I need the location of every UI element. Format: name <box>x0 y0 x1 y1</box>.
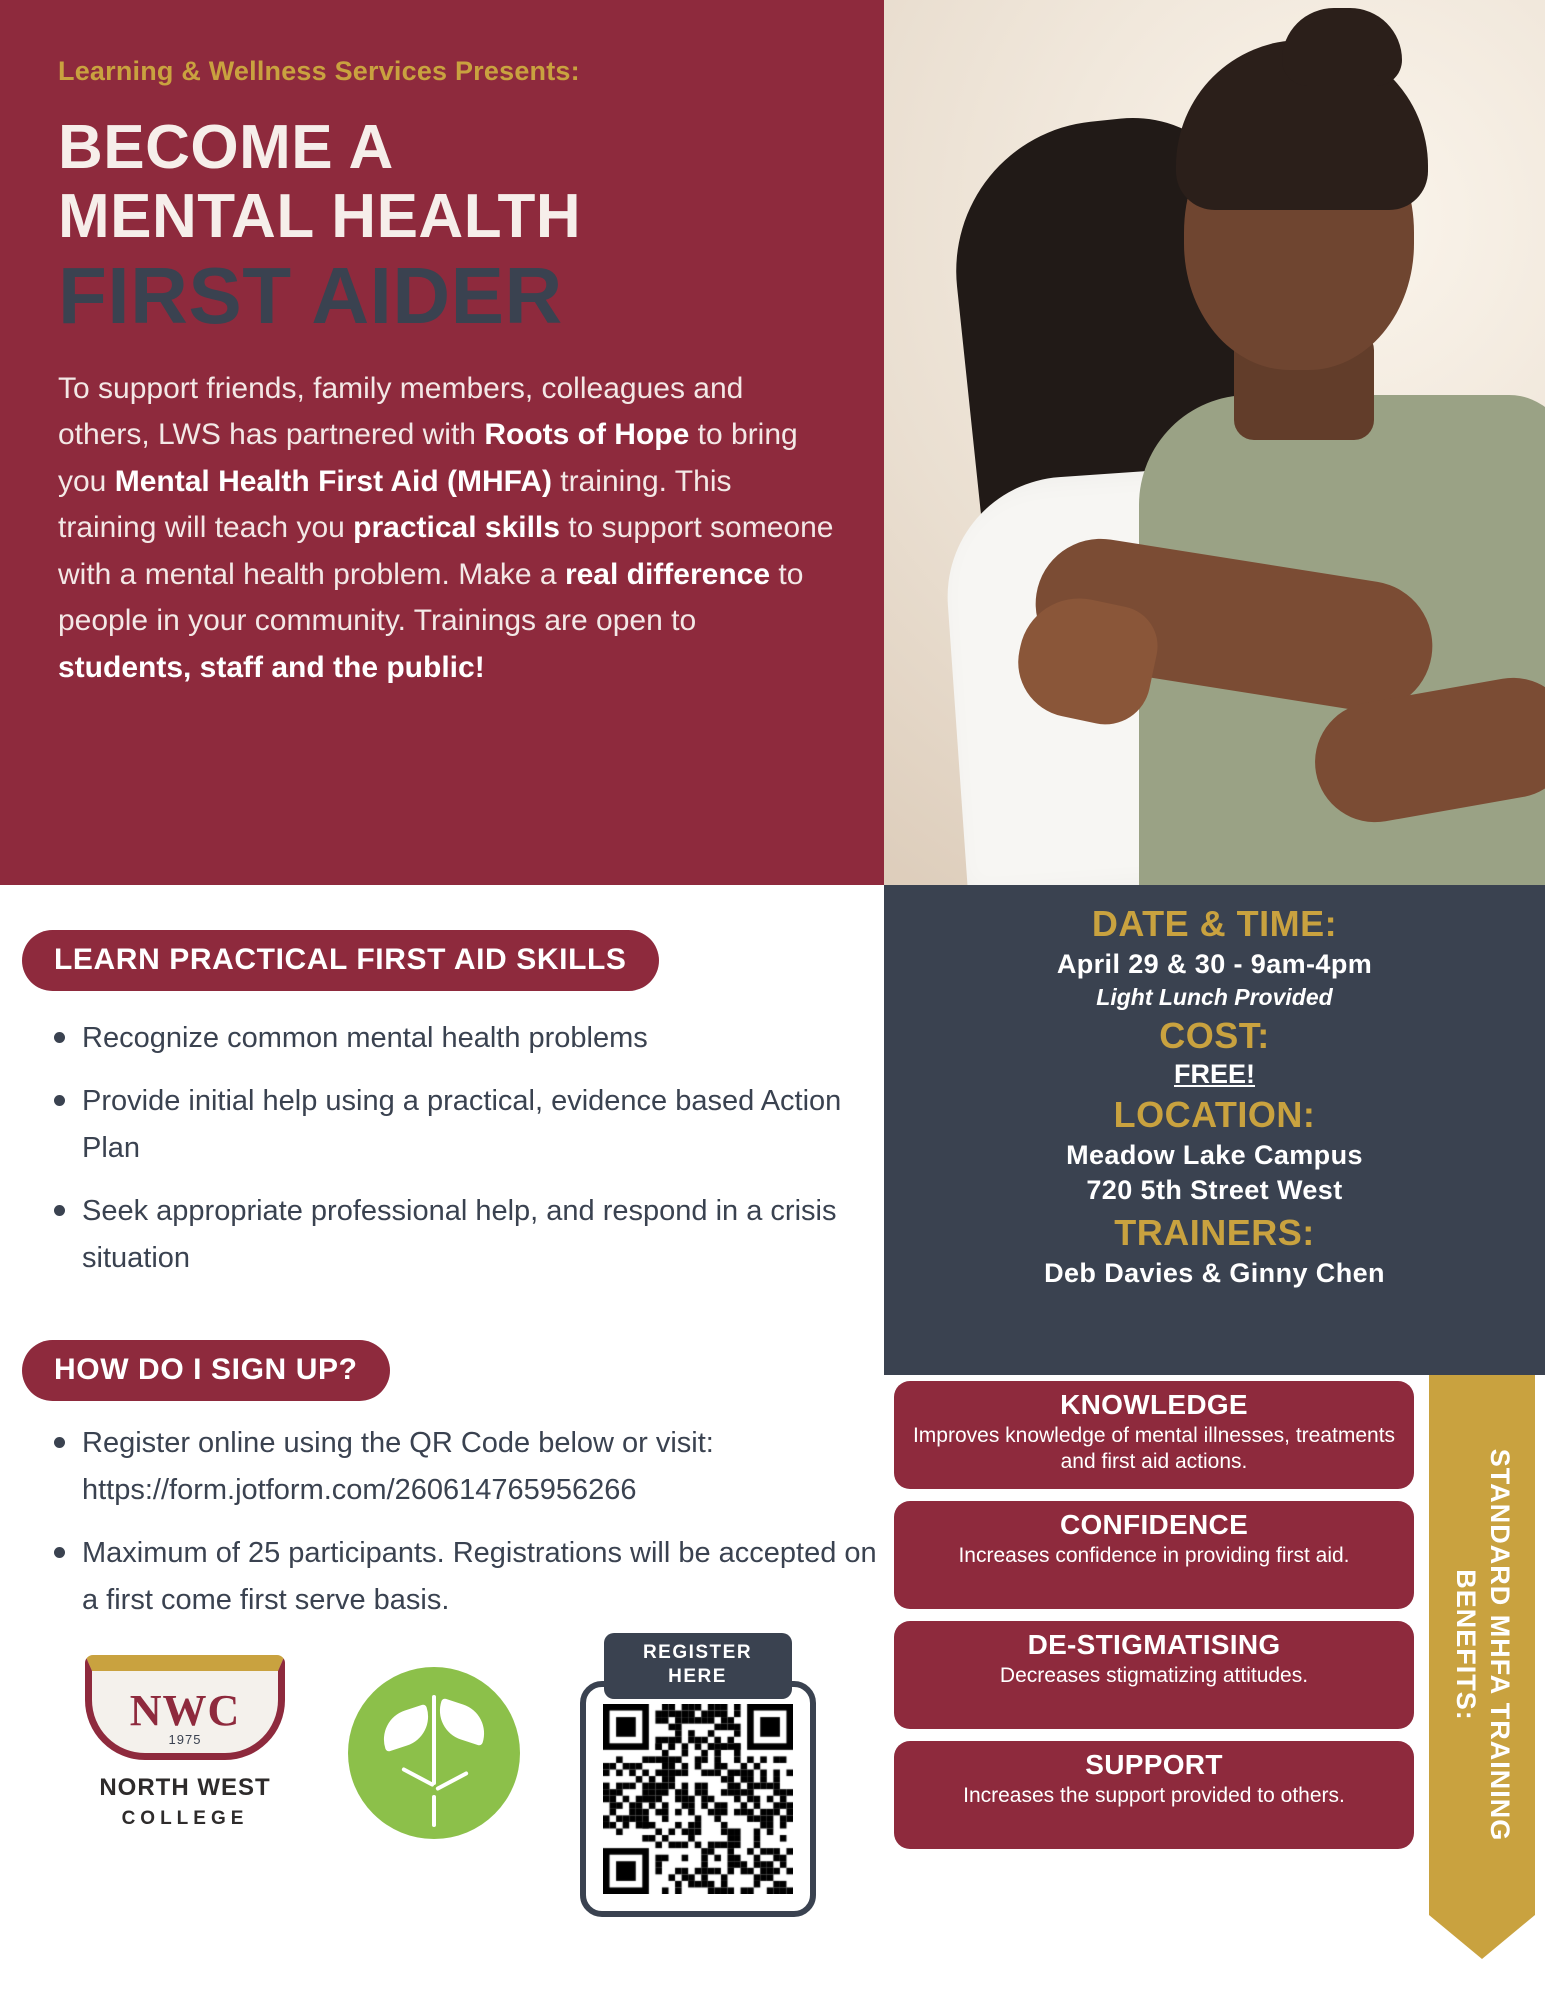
nwc-logo <box>70 1655 300 1830</box>
person-front-bun <box>1282 8 1402 86</box>
cost-label: COST: <box>1159 1015 1270 1057</box>
lunch-note: Light Lunch Provided <box>1096 984 1333 1011</box>
nwc-name: NORTH WEST <box>99 1774 271 1801</box>
qr-code-icon[interactable] <box>603 1704 793 1894</box>
benefit-title: CONFIDENCE <box>1059 1509 1249 1540</box>
location-label: LOCATION: <box>1113 1094 1316 1136</box>
register-badge-line-2: HERE <box>668 1665 727 1687</box>
sprout-stem <box>432 1695 436 1785</box>
presenter-line: Learning & Wellness Services Presents: <box>58 56 580 86</box>
headline-line-2: MENTAL HEALTH <box>58 182 582 252</box>
nwc-monogram: NWC <box>129 1686 241 1735</box>
signup-heading-wrap <box>22 1340 390 1401</box>
benefit-card <box>894 1741 1414 1849</box>
nwc-shield-icon <box>85 1655 285 1760</box>
root-right-icon <box>435 1771 469 1791</box>
date-time-value: April 29 & 30 - 9am-4pm <box>1056 949 1373 979</box>
benefit-title: KNOWLEDGE <box>1060 1389 1248 1420</box>
nwc-year: 1975 <box>168 1732 202 1747</box>
list-item: Provide initial help using a practical, evidence based Action Plan <box>82 1078 882 1172</box>
hero-photo <box>884 0 1545 885</box>
benefit-description: Decreases stigmatizing attitudes. <box>999 1664 1309 1687</box>
location-line-1: Meadow Lake Campus <box>1066 1140 1363 1171</box>
headline-line-1: BECOME A <box>58 113 394 182</box>
benefit-title: DE-STIGMATISING <box>1027 1629 1281 1660</box>
benefit-card <box>894 1501 1414 1609</box>
list-item: Register online using the QR Code below or visit: https://form.jotform.com/260614765956266 <box>82 1420 882 1514</box>
date-time-label: DATE & TIME: <box>1091 903 1338 944</box>
cost-value: FREE! <box>1174 1059 1255 1090</box>
register-badge-line-1: REGISTER <box>642 1642 753 1663</box>
header-block <box>0 0 884 885</box>
benefits-banner-text: STANDARD MHFA TRAINING BENEFITS: <box>1451 1448 1515 1842</box>
qr-block[interactable] <box>575 1633 820 1917</box>
qr-frame[interactable] <box>580 1681 816 1917</box>
benefit-card <box>894 1381 1414 1489</box>
benefits-side-banner <box>1429 1375 1535 1915</box>
intro-paragraph: To support friends, family members, colleagues and others, LWS has partnered with Roots of Hope to bring you Mental Health First Aid (MHFA) training. This training will teach you practical skills to support someone with a mental health problem. Make a real difference to people in your community. Trainings are open to students, staff and the public! <box>58 371 834 684</box>
nwc-subname: COLLEGE <box>121 1808 249 1829</box>
skills-heading-wrap <box>22 930 659 991</box>
event-details-panel <box>884 885 1545 1375</box>
register-here-badge <box>604 1633 792 1699</box>
root-center-icon <box>432 1795 436 1827</box>
location-line-2: 720 5th Street West <box>1086 1175 1343 1206</box>
skills-heading: LEARN PRACTICAL FIRST AID SKILLS <box>22 930 659 991</box>
leaf-right-icon <box>432 1698 492 1746</box>
signup-list <box>22 1420 882 1640</box>
headline-line-3: FIRST AIDER <box>58 250 563 340</box>
trainers-value: Deb Davies & Ginny Chen <box>1044 1258 1385 1289</box>
benefit-title: SUPPORT <box>1085 1749 1223 1780</box>
benefit-card <box>894 1621 1414 1729</box>
list-item: Maximum of 25 participants. Registrations will be accepted on a first come first serve basis. <box>82 1530 882 1624</box>
trainers-label: TRAINERS: <box>1114 1212 1315 1254</box>
logo-row <box>0 1625 884 1985</box>
roots-of-hope-logo-icon <box>348 1667 520 1839</box>
root-left-icon <box>401 1767 435 1787</box>
list-item: Recognize common mental health problems <box>82 1015 882 1062</box>
benefits-section <box>884 1375 1545 1999</box>
signup-heading: HOW DO I SIGN UP? <box>22 1340 390 1401</box>
benefit-description: Increases the support provided to others. <box>963 1784 1345 1807</box>
benefit-description: Increases confidence in providing first aid. <box>958 1544 1350 1567</box>
list-item: Seek appropriate professional help, and respond in a crisis situation <box>82 1188 882 1282</box>
leaf-left-icon <box>376 1704 436 1752</box>
benefit-description: Improves knowledge of mental illnesses, treatments and first aid actions. <box>912 1424 1396 1474</box>
content-left <box>0 885 884 1999</box>
skills-list <box>22 1015 882 1298</box>
